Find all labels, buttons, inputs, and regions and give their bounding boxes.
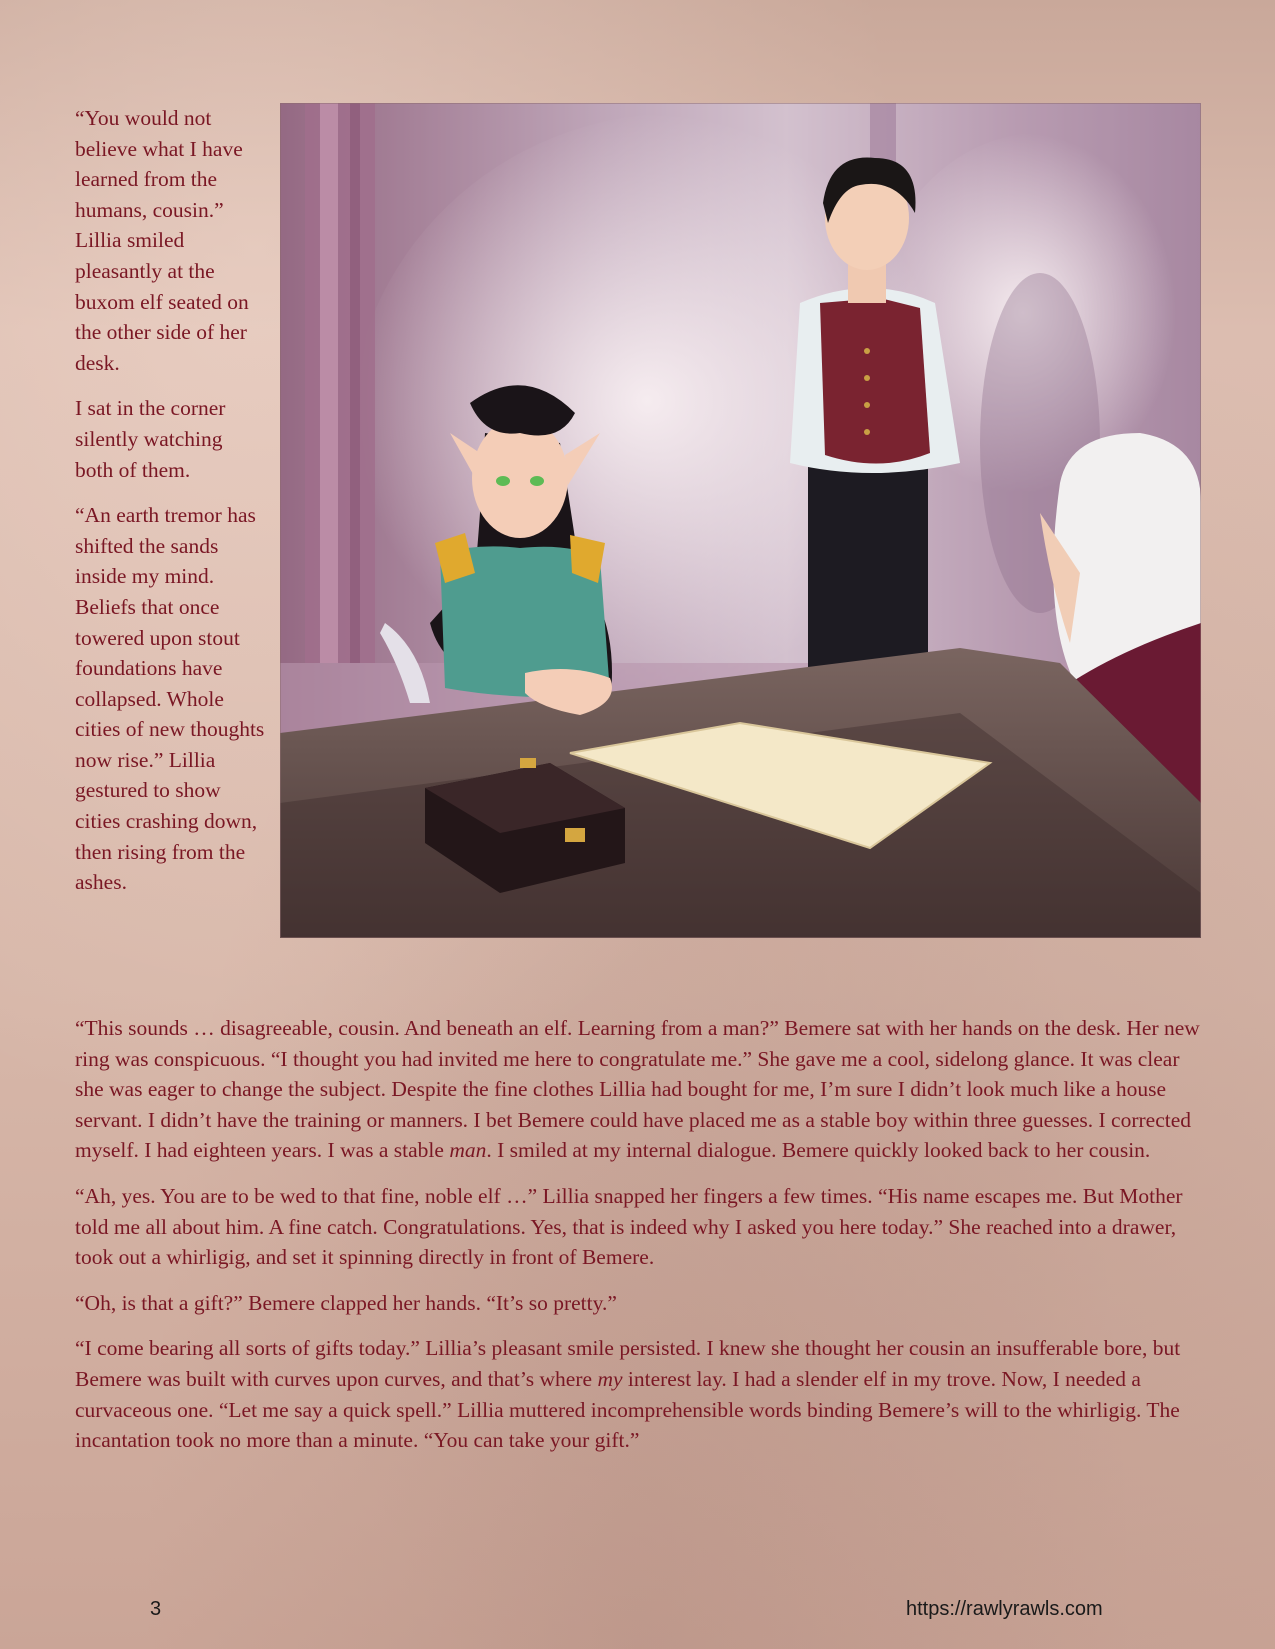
main-text	[75, 1013, 1205, 1471]
main-paragraph-text: . I smiled at my internal dialogue. Bemere quickly looked back to her cousin.	[486, 1138, 1151, 1163]
side-paragraph: I sat in the corner silently watching both of them.	[75, 396, 226, 482]
italic-word: man	[449, 1138, 487, 1163]
main-paragraph: “Ah, yes. You are to be wed to that fine, noble elf …” Lillia snapped her fingers a few times. “His name escapes me. But Mother told me all about him. A fine catch. Congratulations. Yes, that is indeed why I asked you here today.” She reached into a drawer, took out a whirligig, and set it spinning directly in front of Bemere.	[75, 1183, 1183, 1270]
main-paragraph: “Oh, is that a gift?” Bemere clapped her hands. “It’s so pretty.”	[75, 1290, 617, 1315]
side-column-text	[75, 103, 265, 913]
story-illustration	[280, 103, 1201, 938]
main-paragraph	[75, 1013, 1205, 1166]
side-paragraph: “You would not believe what I have learned from the humans, cousin.” Lillia smiled pleasantly at the buxom elf seated on the other side of her desk.	[75, 106, 249, 375]
main-paragraph-text: “I come bearing all sorts of gifts today.” Lillia’s pleasant smile persisted. I knew she thought her cousin an insufferable bore, but Bemere was built with curves upon curves, and that’s where	[75, 1336, 1181, 1391]
page-number: 3	[150, 1598, 162, 1620]
main-paragraph	[75, 1333, 1205, 1455]
main-paragraph-text: interest lay. I had a slender elf in my trove. Now, I needed a curvaceous one. “Let me say a quick spell.” Lillia muttered incomprehensible words binding Bemere’s will to the whirligig. The incantation took no more than a minute. “You can take your gift.”	[75, 1366, 1180, 1453]
italic-word: my	[597, 1366, 623, 1391]
main-paragraph-text: “This sounds … disagreeable, cousin. And beneath an elf. Learning from a man?” Bemere sat with her hands on the desk. Her new ring was conspicuous. “I thought you had invited me here to congratulate me.” She gave me a cool, sidelong glance. It was clear she was eager to change the subject. Despite the fine clothes Lillia had bought for me, I’m sure I didn’t look much like a house servant. I didn’t have the training or manners. I bet Bemere could have placed me as a stable boy within three guesses. I corrected myself. I had eighteen years. I was a stable	[75, 1016, 1200, 1163]
footer-url-link[interactable]: https://rawlyrawls.com	[906, 1598, 1103, 1620]
side-paragraph: “An earth tremor has shifted the sands inside my mind. Beliefs that once towered upon stout foundations have collapsed. Whole cities of new thoughts now rise.” Lillia gestured to show cities crashing down, then rising from the ashes.	[75, 503, 265, 895]
